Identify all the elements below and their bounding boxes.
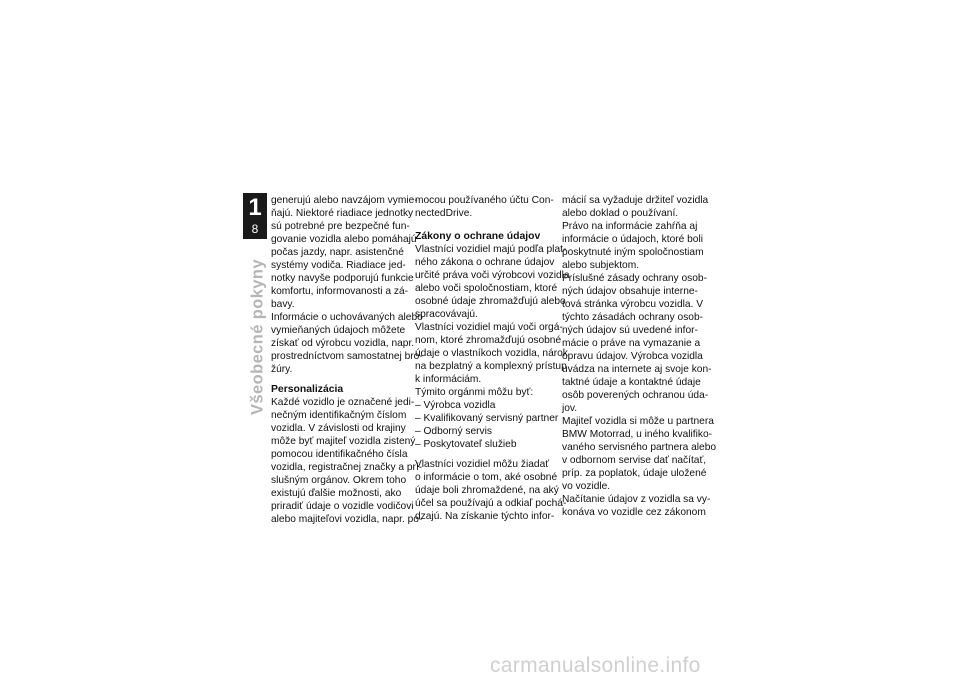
text-line: informácie o údajoch, ktoré boli (562, 234, 704, 245)
section-heading: Personalizácia (271, 384, 344, 395)
chapter-tab (243, 193, 267, 239)
text-line: príp. za poplatok, údaje uložené (562, 468, 707, 479)
text-line: nom, ktoré zhromažďujú osobné (415, 335, 562, 346)
text-line: o informácie o tom, aké osobné (415, 472, 558, 483)
text-line: mocou používaného účtu Con- (415, 195, 554, 206)
text-line: ňajú. Niektoré riadiace jednotky (271, 208, 414, 219)
text-line: generujú alebo navzájom vymie- (271, 195, 418, 206)
text-line: osôb poverených ochranou úda- (562, 390, 709, 401)
text-line: notky navyše podporujú funkcie (271, 273, 414, 284)
text-line: nectedDrive. (415, 208, 473, 219)
page-number: 8 (251, 222, 259, 236)
text-line: osobné údaje zhromažďujú alebo (415, 296, 566, 307)
list-item: – Poskytovateľ služieb (415, 439, 517, 450)
text-line: Načítanie údajov z vozidla sa vy- (562, 494, 711, 505)
text-line: Vlastníci vozidiel môžu žiadať (415, 459, 550, 470)
text-line: jov. (562, 403, 578, 414)
paragraph (271, 396, 423, 526)
text-line: mácií sa vyžaduje držiteľ vozidla (562, 195, 709, 206)
text-column-1 (271, 194, 423, 526)
text-column-3 (562, 194, 717, 519)
text-line: alebo subjektom. (562, 260, 640, 271)
text-line: údaje boli zhromaždené, na aký (415, 485, 559, 496)
text-line: pomocou identifikačného čísla (271, 449, 408, 460)
text-line: ných údajov sú uvedené infor- (562, 325, 698, 336)
text-line: Vlastníci vozidiel majú voči orgá- (415, 322, 563, 333)
paragraph (415, 194, 552, 220)
list-item: – Kvalifikovaný servisný partner (415, 413, 559, 424)
text-line: systémy vodiča. Riadiace jed- (271, 260, 406, 271)
text-line: bavy. (271, 299, 295, 310)
text-line: počas jazdy, napr. asistenčné (271, 247, 404, 258)
text-line: komfortu, informovanosti a zá- (271, 286, 409, 297)
text-line: vozidla. V závislosti od krajiny (271, 423, 406, 434)
text-line: účel sa používajú a odkiaľ pochá- (415, 498, 567, 509)
watermark: carmanualsonline.info (490, 654, 701, 677)
text-line: určité práva voči výrobcovi vozidla (415, 270, 570, 281)
text-line: Príslušné zásady ochrany osob- (562, 273, 707, 284)
text-line: týchto zásadách ochrany osob- (562, 312, 704, 323)
paragraph (415, 458, 567, 523)
text-line: alebo doklad o používaní. (562, 208, 679, 219)
text-line: Právo na informácie zahŕňa aj (562, 221, 698, 232)
text-line: slušným orgánov. Okrem toho (271, 475, 407, 486)
paragraph (562, 194, 709, 220)
chapter-number: 1 (248, 194, 262, 221)
text-line: v odbornom servise dať načítať, (562, 455, 707, 466)
bullet-list (415, 399, 559, 451)
paragraph (562, 220, 704, 272)
text-line: môže byť majiteľ vozidla zistený (271, 436, 416, 447)
text-line: govanie vozidla alebo pomáhajú (271, 234, 417, 245)
text-line: žúry. (271, 364, 293, 375)
paragraph (415, 321, 568, 386)
text-line: Vlastníci vozidiel majú podľa plat- (415, 244, 567, 255)
paragraph (271, 311, 423, 376)
section-heading: Zákony o ochrane údajov (415, 231, 541, 242)
paragraph (562, 493, 711, 519)
text-line: opravu údajov. Výrobca vozidla (562, 351, 703, 362)
text-line: dzajú. Na získanie týchto infor- (415, 511, 555, 522)
paragraph (562, 415, 717, 493)
text-line: BMW Motorrad, u iného kvalifiko- (562, 429, 713, 440)
text-line: údaje o vlastníkoch vozidla, nárok (415, 348, 568, 359)
text-line: získať od výrobcu vozidla, napr. (271, 338, 415, 349)
text-line: taktné údaje a kontaktné údaje (562, 377, 701, 388)
text-line: sú potrebné pre bezpečné fun- (271, 221, 410, 232)
chapter-title: Všeobecné pokyny (248, 259, 267, 415)
paragraph (415, 386, 552, 399)
text-line: tová stránka výrobcu vozidla. V (562, 299, 703, 310)
text-line: prostredníctvom samostatnej bro- (271, 351, 423, 362)
text-line: konáva vo vozidle cez zákonom (562, 507, 706, 518)
paragraph (415, 243, 570, 321)
text-line: priradiť údaje o vozidle vodičovi (271, 501, 414, 512)
list-item: – Výrobca vozidla (415, 400, 496, 411)
text-line: Informácie o uchovávaných alebo (271, 312, 423, 323)
text-line: alebo majiteľovi vozidla, napr. po- (271, 514, 423, 525)
text-line: Majiteľ vozidla si môže u partnera (562, 416, 714, 427)
list-item: – Odborný servis (415, 426, 493, 437)
text-line: ných údajov obsahuje interne- (562, 286, 698, 297)
text-line: ného zákona o ochrane údajov (415, 257, 555, 268)
text-line: Týmito orgánmi môžu byť: (415, 387, 534, 398)
text-line: na bezplatný a komplexný prístup (415, 361, 567, 372)
text-line: mácie o práve na vymazanie a (562, 338, 701, 349)
text-line: Každé vozidlo je označené jedi- (271, 397, 415, 408)
text-line: vo vozidle. (562, 481, 611, 492)
text-line: vymieňaných údajoch môžete (271, 325, 406, 336)
paragraph (562, 272, 712, 415)
text-line: poskytnuté iným spoločnostiam (562, 247, 704, 258)
text-line: alebo voči spoločnostiam, ktoré (415, 283, 558, 294)
text-column-2 (415, 194, 570, 523)
text-line: existujú ďalšie možnosti, ako (271, 488, 402, 499)
text-line: vaného servisného partnera alebo (562, 442, 717, 453)
text-line: uvádza na internete aj svoje kon- (562, 364, 712, 375)
paragraph (271, 194, 418, 311)
text-line: spracovávajú. (415, 309, 478, 320)
text-line: k informáciám. (415, 374, 482, 385)
text-line: vozidla, registračnej značky a prí- (271, 462, 423, 473)
text-line: nečným identifikačným číslom (271, 410, 407, 421)
